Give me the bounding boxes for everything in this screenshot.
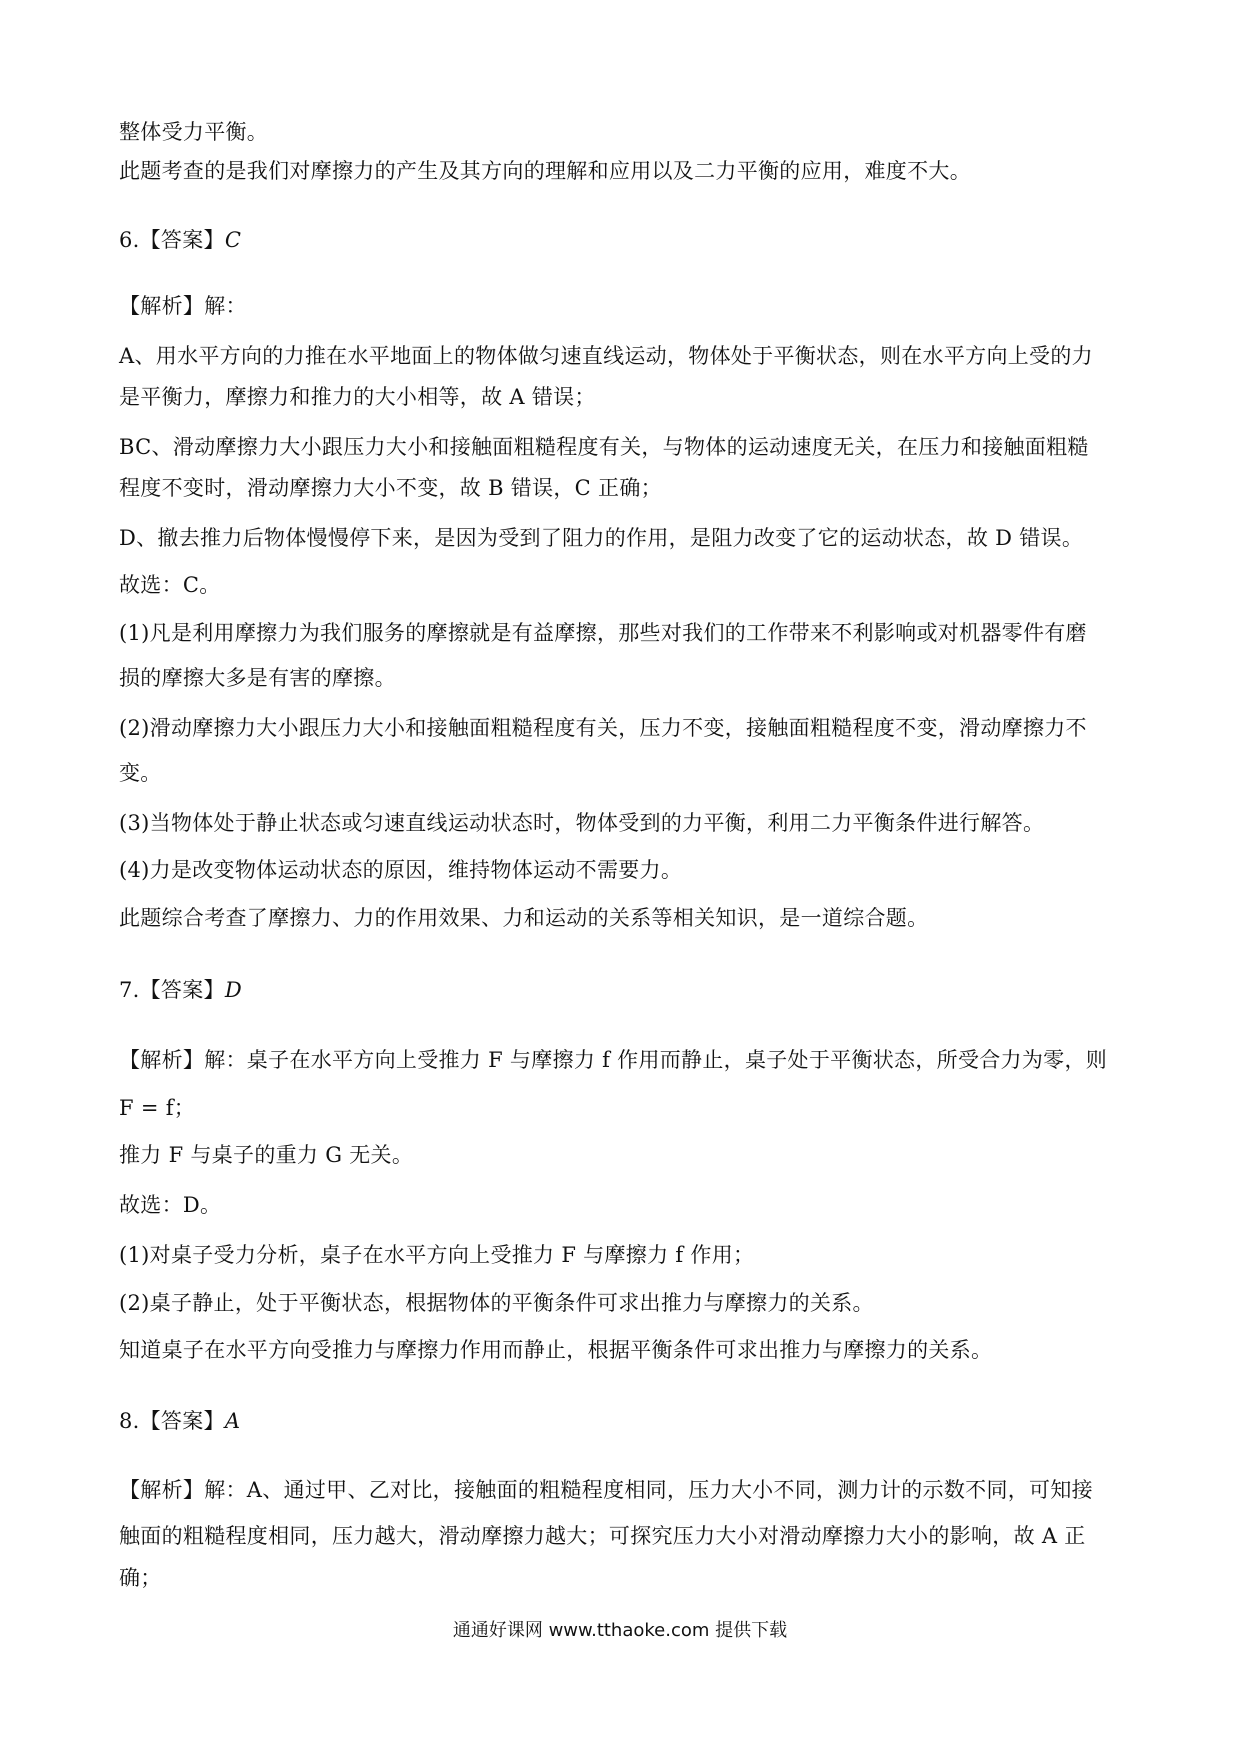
text-line: 故选：C。 <box>119 573 221 597</box>
text-line: 故选：D。 <box>119 1193 222 1217</box>
text-line: 触面的粗糙程度相同，压力越大，滑动摩擦力越大；可探究压力大小对滑动摩擦力大小的影响，故 A 正 <box>119 1524 1086 1548</box>
text-line: (2)滑动摩擦力大小跟压力大小和接触面粗糙程度有关，压力不变，接触面粗糙程度不变，滑动摩擦力不 <box>119 716 1087 740</box>
answer-letter: D <box>224 978 242 1002</box>
text-line: BC、滑动摩擦力大小跟压力大小和接触面粗糙程度有关，与物体的运动速度无关，在压力和接触面粗糙 <box>119 435 1089 459</box>
text-line: 【解析】解：桌子在水平方向上受推力 F 与摩擦力 f 作用而静止，桌子处于平衡状态，所受合力为零，则 <box>119 1048 1108 1072</box>
answer-heading <box>119 975 242 1005</box>
text-line: 知道桌子在水平方向受推力与摩擦力作用而静止，根据平衡条件可求出推力与摩擦力的关系。 <box>119 1338 993 1362</box>
text-line: 此题考查的是我们对摩擦力的产生及其方向的理解和应用以及二力平衡的应用，难度不大。 <box>119 159 971 183</box>
text-line: 【解析】解：A、通过甲、乙对比，接触面的粗糙程度相同，压力大小不同，测力计的示数不同，可知接 <box>119 1478 1093 1502</box>
answer-prefix: 6.【答案】 <box>119 228 225 252</box>
text-line: (1)对桌子受力分析，桌子在水平方向上受推力 F 与摩擦力 f 作用； <box>119 1243 755 1267</box>
text-line: F = f； <box>119 1096 196 1120</box>
text-line: 确； <box>119 1566 162 1590</box>
analysis-heading: 【解析】解： <box>119 294 247 318</box>
text-line: 损的摩擦大多是有害的摩擦。 <box>119 666 396 690</box>
text-line: A、用水平方向的力推在水平地面上的物体做匀速直线运动，物体处于平衡状态，则在水平方向上受的力 <box>119 344 1093 368</box>
text-line: 此题综合考查了摩擦力、力的作用效果、力和运动的关系等相关知识，是一道综合题。 <box>119 906 929 930</box>
text-line: 变。 <box>119 761 162 785</box>
text-line: 整体受力平衡。 <box>119 120 269 144</box>
text-line: D、撤去推力后物体慢慢停下来，是因为受到了阻力的作用，是阻力改变了它的运动状态，故 D 错误。 <box>119 526 1084 550</box>
page-footer: 通通好课网 www.tthaoke.com 提供下载 <box>452 1620 788 1641</box>
text-line: (2)桌子静止，处于平衡状态，根据物体的平衡条件可求出推力与摩擦力的关系。 <box>119 1291 874 1315</box>
answer-heading <box>119 225 241 255</box>
text-line: (1)凡是利用摩擦力为我们服务的摩擦就是有益摩擦，那些对我们的工作带来不利影响或对机器零件有磨 <box>119 621 1087 645</box>
text-line: 推力 F 与桌子的重力 G 无关。 <box>119 1143 414 1167</box>
answer-prefix: 8.【答案】 <box>119 1409 225 1433</box>
answer-letter: C <box>224 228 242 252</box>
text-line: 是平衡力，摩擦力和推力的大小相等，故 A 错误； <box>119 385 596 409</box>
text-line: (3)当物体处于静止状态或匀速直线运动状态时，物体受到的力平衡，利用二力平衡条件进行解答。 <box>119 811 1045 835</box>
text-line: 程度不变时，滑动摩擦力大小不变，故 B 错误，C 正确； <box>119 476 662 500</box>
text-line: (4)力是改变物体运动状态的原因，维持物体运动不需要力。 <box>119 858 683 882</box>
answer-letter: A <box>224 1409 241 1433</box>
answer-prefix: 7.【答案】 <box>119 978 225 1002</box>
answer-heading <box>119 1406 240 1436</box>
